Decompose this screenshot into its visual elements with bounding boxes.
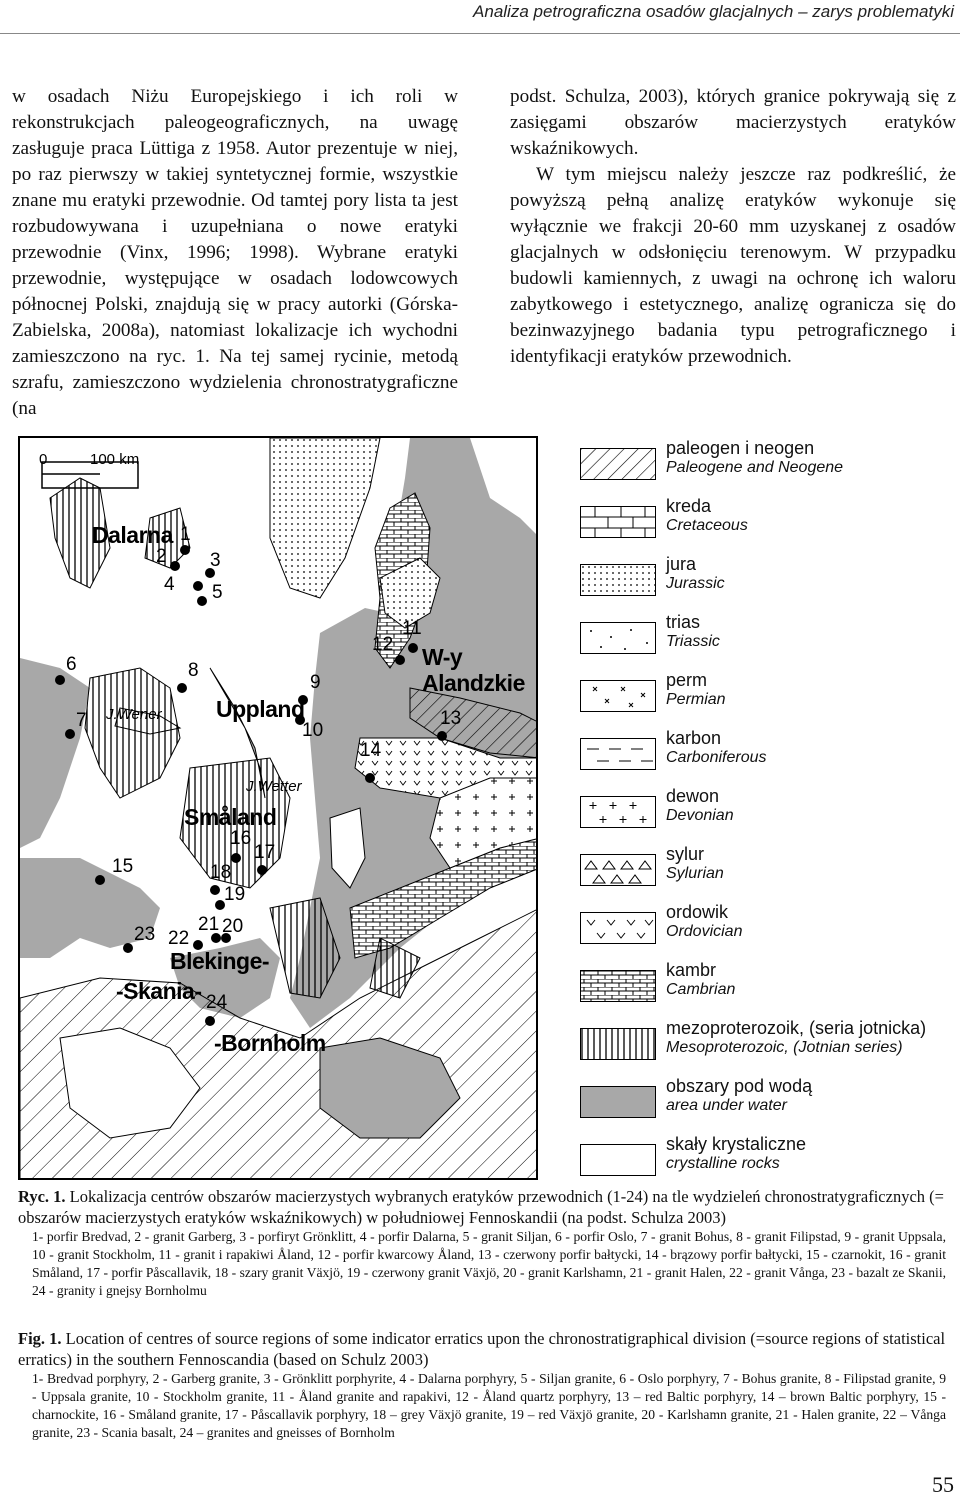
point-18 (210, 885, 220, 895)
legend-label-en: Paleogene and Neogene (666, 459, 844, 476)
legend-swatch (580, 680, 656, 712)
label-point-21: 21 (198, 914, 220, 935)
legend-label-pl: paleogen i neogen (666, 438, 815, 458)
legend-label-pl: mezoproterozoik, (seria jotnicka) (666, 1018, 927, 1038)
label-point-9: 9 (310, 672, 321, 693)
legend-item-devonian (560, 786, 960, 844)
label-point-1: 1 (180, 524, 191, 545)
lake-wetter: J.Wetter (246, 778, 302, 795)
point-1 (180, 545, 190, 555)
legend-item-carboniferous (560, 728, 960, 786)
legend-label-pl: obszary pod wodą (666, 1076, 813, 1096)
legend-label-pl: kreda (666, 496, 712, 516)
legend-label-en: Ordovician (666, 923, 743, 940)
label-point-5: 5 (212, 582, 223, 603)
legend-label-en: crystalline rocks (666, 1155, 780, 1172)
label-point-20: 20 (222, 916, 244, 937)
caption-en-text: Location of centres of source regions of some indicator erratics upon the chronostratigraphical division (=source regions of statistical erratics) in the southern Fennoscandia (based on Schulz 2003) (18, 1329, 946, 1369)
point-7 (65, 729, 75, 739)
legend-label-pl: skały krystaliczne (666, 1134, 807, 1154)
legend-swatch (580, 738, 656, 770)
legend-label-en: Jurassic (666, 575, 725, 592)
legend-label-en: Devonian (666, 807, 734, 824)
body-paragraph-right-2: W tym miejscu należy jeszcze raz podkreślić, że powyższą pełną analizę eratyków wykonuje się wyłącznie we frakcji 20-60 mm uzyskanej z osadów glacjalnych w odsłonięciu terenowym. W przypadku budowli kamiennych, z uwagi na ochronę ich waloru zabytkowego i estetycznego, analizę ogranicza się do bezinwazyjnego badania typu petrograficznego i identyfikacji eratyków przewodnich. (510, 164, 956, 367)
point-14 (365, 773, 375, 783)
label-point-12: 12 (372, 634, 394, 655)
legend-label-en: Mesoproterozoic, (Jotnian series) (666, 1039, 903, 1056)
point-24 (205, 1016, 215, 1026)
caption-pl-label: Ryc. 1. (18, 1187, 66, 1206)
region-bornholm: -Bornholm (214, 1030, 326, 1056)
point-12 (395, 655, 405, 665)
label-point-16: 16 (230, 828, 252, 849)
running-title: Analiza petrograficzna osadów glacjalnych – zarys problematyki (473, 2, 954, 21)
legend-swatch (580, 564, 656, 596)
label-point-15: 15 (112, 856, 134, 877)
label-point-18: 18 (210, 862, 232, 883)
legend-label-en: Cambrian (666, 981, 736, 998)
legend-label-pl: perm (666, 670, 708, 690)
legend-swatch (580, 1144, 656, 1176)
region-uppland: Uppland (216, 696, 305, 722)
lake-wener: J.Wener (106, 706, 162, 723)
region-blekinge: Blekinge- (170, 948, 270, 974)
legend-swatch (580, 912, 656, 944)
scale-text: 100 km (90, 451, 140, 468)
legend-swatch (580, 970, 656, 1002)
label-point-14: 14 (360, 740, 382, 761)
label-point-7: 7 (76, 710, 87, 731)
label-point-3: 3 (210, 550, 221, 571)
legend-swatch (580, 622, 656, 654)
point-17 (257, 865, 267, 875)
label-point-8: 8 (188, 660, 199, 681)
legend-swatch (580, 796, 656, 828)
legend-label-pl: jura (666, 554, 697, 574)
label-point-10: 10 (302, 720, 324, 741)
caption-english (18, 1328, 946, 1442)
legend-item-cretaceous (560, 496, 960, 554)
legend-item-permian (560, 670, 960, 728)
label-point-11: 11 (402, 618, 422, 639)
map-svg (20, 438, 538, 1180)
point-2 (170, 561, 180, 571)
point-16 (231, 853, 241, 863)
caption-pl-list: 1- porfir Bredvad, 2 - granit Garberg, 3 - porfiryt Grönklitt, 4 - porfir Dalarna, 5 - granit Siljan, 6 - porfir Oslo, 7 - granit Bohus, 8 - granit Filipstad, 9 - granit Uppsala, 10 - granit Stockholm, 11 - granit i rapakiwi Åland, 12 - porfir kwarcowy Åland, 13 - czerwony porfir bałtycki, 14 - brązowy porfir bałtycki, 15 - czarnokit, 16 - granit Småland, 17 - porfir Påscallavik, 18 - szary granit Växjö, 19 - czerwony granit Växjö, 20 - granit Karlshamn, 21 - granit Halen, 22 - granit Vånga, 23 - bazalt ze Skanii, 24 - granity i gnejsy Bornholmu (32, 1229, 946, 1298)
label-point-13: 13 (440, 708, 462, 729)
figure-map (18, 436, 538, 1180)
label-point-6: 6 (66, 654, 77, 675)
point-11 (408, 643, 418, 653)
legend-item-silurian (560, 844, 960, 902)
scale-zero: 0 (39, 451, 48, 468)
label-point-2: 2 (156, 546, 167, 567)
legend-swatch (580, 854, 656, 886)
caption-pl-text: Lokalizacja centrów obszarów macierzystych wybranych eratyków przewodnich (1-24) na tle wydzieleń chronostratygraficznych (= obszarów macierzystych eratyków wskaźnikowych) w południowej Fennoskandii (na podst. Schulza 2003) (18, 1187, 944, 1227)
point-13 (437, 731, 447, 741)
label-point-4: 4 (164, 574, 175, 595)
legend-label-pl: trias (666, 612, 701, 632)
label-point-24: 24 (206, 992, 228, 1013)
legend-item-jurassic (560, 554, 960, 612)
region-skania: -Skania- (116, 978, 202, 1004)
legend-item-triassic (560, 612, 960, 670)
caption-en-label: Fig. 1. (18, 1329, 62, 1348)
legend-item-ordovician (560, 902, 960, 960)
legend-label-en: area under water (666, 1097, 787, 1114)
running-header (0, 0, 960, 34)
legend-label-pl: ordowik (666, 902, 729, 922)
legend-item-mesoproterozoic (560, 1018, 960, 1076)
legend-label-en: Triassic (666, 633, 720, 650)
caption-en-list: 1- Bredvad porphyry, 2 - Garberg granite, 3 - Grönklitt porphyrite, 4 - Dalarna porphyry, 5 - Siljan granite, 6 - Oslo porphyry, 7 - Bohus granite, 8 - Filipstad granite, 9 - Uppsala granite, 10 - Stockholm granite, 11 - Åland granite and rapakivi, 12 - Åland quartz porphyry, 13 – red Baltic porphyry, 14 – brown Baltic porphyry, 15 - charnockite, 16 - Småland granite, 17 - Påscallavik porphyry, 18 – grey Växjö granite, 19 – red Växjö granite, 20 - Karlshamn granite, 21 - Halen granite, 22 – Vånga granite, 23 - Scania basalt, 24 – granites and gneisses of Bornholm (32, 1371, 946, 1440)
label-point-22: 22 (168, 928, 190, 949)
legend-label-pl: sylur (666, 844, 705, 864)
header-rule (0, 33, 960, 34)
legend-item-paleogene (560, 438, 960, 496)
legend-label-pl: karbon (666, 728, 722, 748)
label-point-23: 23 (134, 924, 156, 945)
point-4 (193, 581, 203, 591)
legend-label-pl: dewon (666, 786, 720, 806)
body-paragraph-left: w osadach Niżu Europejskiego i ich roli w rekonstrukcjach paleogeograficznych, na uwagę zasługuje praca Lüttiga z 1958. Autor prezentuje w niej, po raz pierwszy w takiej syntetycznej formie, wszystkie znane mu eratyki przewodnie. Od tamtej pory lista ta jest rozbudowywana i uzupełniana o nowe eratyki przewodnie (Vinx, 1996; 1998). Wybrane eratyki przewodnie, występujące w osadach lodowcowych północnej Polski, znajdują się w pracy autorki (Górska-Zabielska, 2008a), natomiast lokalizacje ich wychodni zamieszczono na ryc. 1. Na tej samej rycinie, metodą szrafu, zamieszczono wydzielenia chronostratygraficzne (na (12, 86, 458, 419)
legend-label-en: Permian (666, 691, 726, 708)
page-number: 55 (932, 1472, 954, 1497)
region-alandzkie-2: Alandzkie (422, 670, 525, 696)
legend-swatch (580, 1086, 656, 1118)
region-smaland: Småland (184, 804, 277, 830)
legend-item-cambrian (560, 960, 960, 1018)
legend-swatch (580, 448, 656, 480)
legend-label-pl: kambr (666, 960, 717, 980)
label-point-17: 17 (254, 842, 276, 863)
legend-label-en: Cretaceous (666, 517, 748, 534)
caption-en-main (18, 1328, 946, 1370)
caption-polish (18, 1186, 946, 1300)
region-dalarna: Dalarna (92, 522, 173, 548)
point-23 (123, 943, 133, 953)
point-8 (177, 683, 187, 693)
region-alandzkie-1: W-y (422, 644, 463, 670)
legend-item-crystalline (560, 1134, 960, 1192)
label-point-19: 19 (224, 884, 246, 905)
point-6 (55, 675, 65, 685)
point-15 (95, 875, 105, 885)
body-paragraph-right-1: podst. Schulza, 2003), których granice pokrywają się z zasięgami obszarów macierzystych eratyków wskaźnikowych. (510, 86, 956, 159)
legend-label-en: Sylurian (666, 865, 724, 882)
legend-label-en: Carboniferous (666, 749, 767, 766)
legend-swatch (580, 1028, 656, 1060)
point-5 (197, 596, 207, 606)
text-column-left (12, 84, 458, 422)
legend-item-water (560, 1076, 960, 1134)
caption-pl-main (18, 1186, 946, 1228)
legend-swatch (580, 506, 656, 538)
text-column-right (510, 84, 956, 370)
